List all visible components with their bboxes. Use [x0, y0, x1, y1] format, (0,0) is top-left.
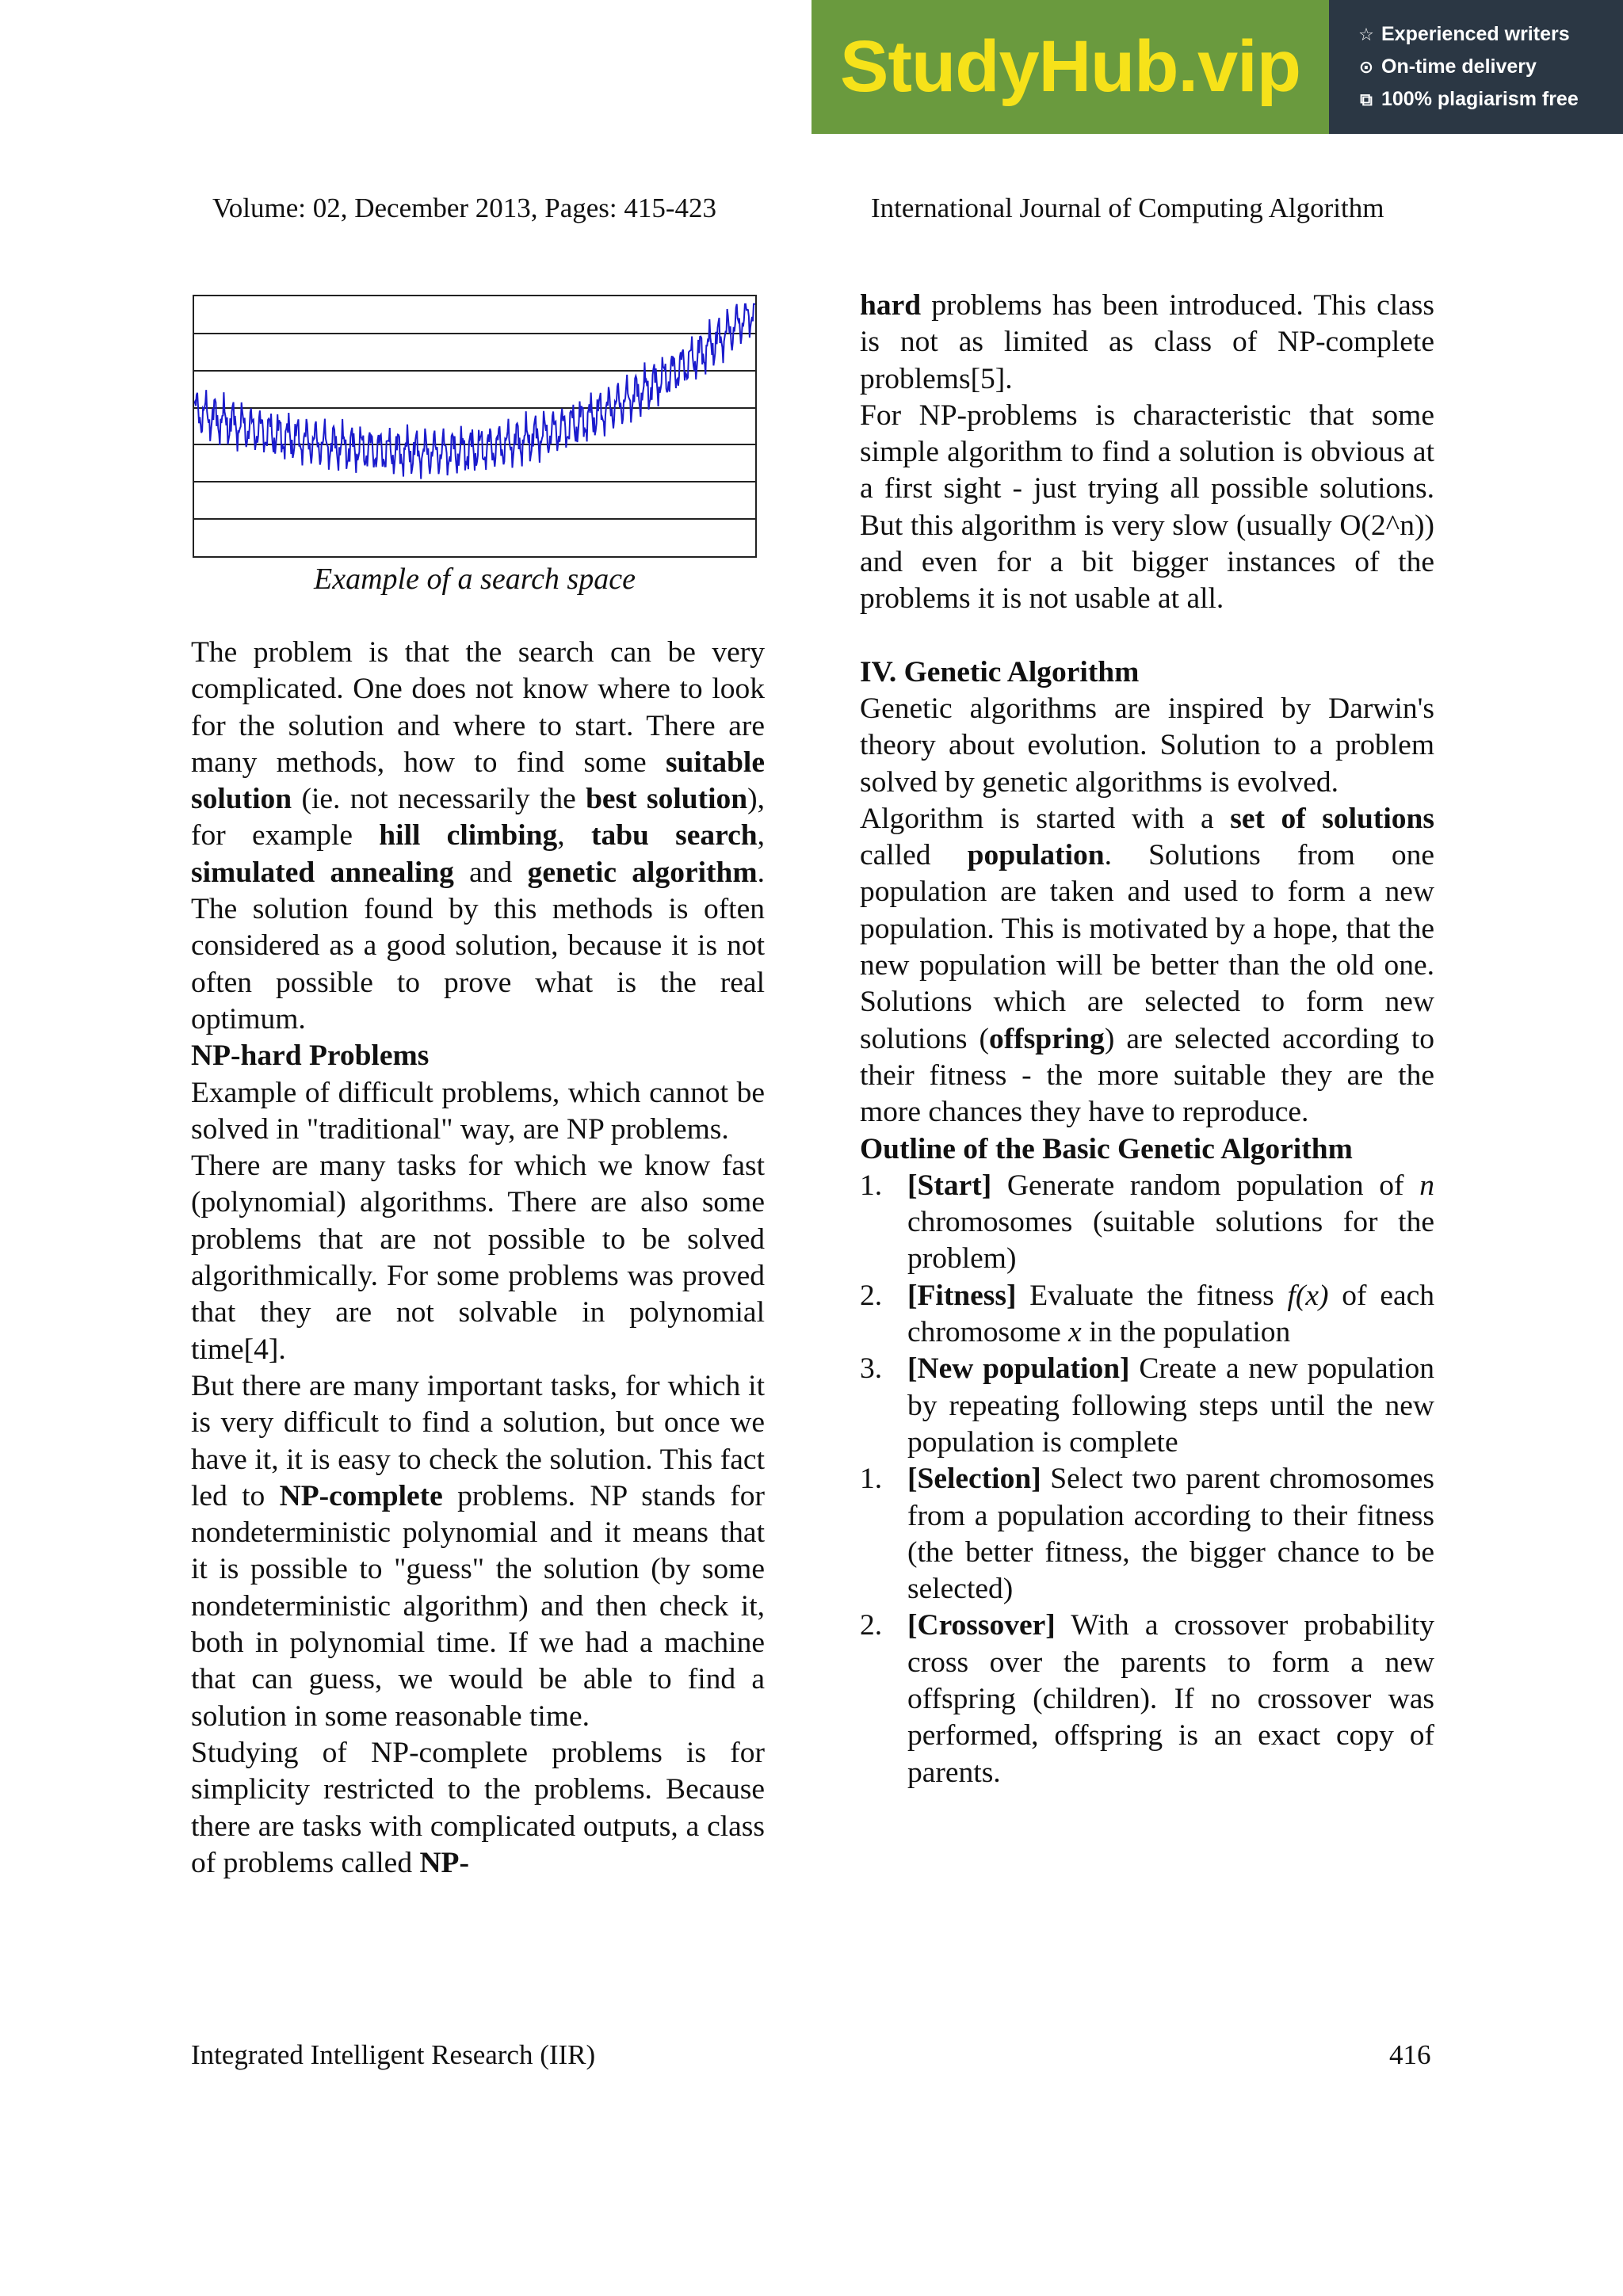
- left-column: [191, 635, 765, 1882]
- list-item: 1. [Start] Generate random population of n chromosomes (suitable solutions for the problem): [860, 1169, 1434, 1276]
- feature-delivery: [1358, 55, 1623, 78]
- paragraph: The problem is that the search can be very complicated. One does not know where to look for the solution and where to start. There are many methods, how to find some suitable solution (ie. not necessarily the best solution), for example hill climbing, tabu search, simulated annealing and genetic algorithm. The solution found by this methods is often considered as a good solution, because it is not often possible to prove what is the real optimum.: [191, 636, 766, 1035]
- spacer: [860, 618, 1434, 654]
- algorithm-steps: [860, 1168, 1434, 1791]
- paragraph: There are many tasks for which we know fast (polynomial) algorithms. There are also some problems that are not possible to be solved algorithmically. For some problems was proved that they are not solvable in polynomial time[4].: [191, 1150, 765, 1366]
- list-item: 3. [New population] Create a new population by repeating following steps until the new population is complete: [860, 1352, 1435, 1459]
- feature-text: Experienced writers: [1381, 23, 1570, 45]
- star-outline-icon: ☆: [1358, 24, 1374, 44]
- copy-check-icon: ⧉: [1360, 89, 1373, 109]
- studyhub-banner[interactable]: [812, 0, 1623, 134]
- paragraph: Example of difficult problems, which cannot be solved in "traditional" way, are NP problems.: [191, 1076, 765, 1146]
- running-header-right: International Journal of Computing Algorithm: [871, 193, 1384, 223]
- studyhub-logo[interactable]: [812, 0, 1329, 134]
- paragraph: hard problems has been introduced. This class is not as limited as class of NP-complete problems[5].: [860, 289, 1434, 395]
- page-number: 416: [1389, 2039, 1431, 2070]
- paragraph: Algorithm is started with a set of solutions called population. Solutions from one population are taken and used to form a new population. This is motivated by a hope, that the new population will be better than the old one. Solutions which are selected to form new solutions (offspring) are selected according to their fitness - the more suitable they are the more chances they have to reproduce.: [860, 802, 1435, 1129]
- section-heading: Outline of the Basic Genetic Algorithm: [860, 1132, 1353, 1165]
- paragraph: Studying of NP-complete problems is for simplicity restricted to the problems. Because there are tasks with complicated outputs, a class of problems called NP-: [191, 1736, 765, 1879]
- running-header-left: Volume: 02, December 2013, Pages: 415-423: [212, 193, 717, 223]
- list-item: 2. [Crossover] With a crossover probability cross over the parents to form a new offspring (children). If no crossover was performed, offspring is an exact copy of parents.: [860, 1609, 1434, 1789]
- figure-caption: Example of a search space: [314, 563, 636, 596]
- section-heading: IV. Genetic Algorithm: [860, 655, 1140, 688]
- list-item: 1. [Selection] Select two parent chromosomes from a population according to their fitness (the better fitness, the bigger chance to be selected): [860, 1463, 1434, 1606]
- search-space-figure: [193, 295, 757, 558]
- feature-text: On-time delivery: [1381, 55, 1537, 78]
- clock-icon: ⊙: [1358, 56, 1374, 77]
- feature-text: 100% plagiarism free: [1381, 88, 1579, 110]
- paragraph: Genetic algorithms are inspired by Darwin's theory about evolution. Solution to a problem solved by genetic algorithms is evolved.: [860, 692, 1434, 799]
- footer-left: Integrated Intelligent Research (IIR): [191, 2039, 596, 2070]
- list-item: 2. [Fitness] Evaluate the fitness f(x) of each chromosome x in the population: [860, 1279, 1434, 1349]
- feature-writers: [1358, 23, 1623, 46]
- feature-plagiarism: [1358, 88, 1623, 111]
- search-space-curve: [194, 304, 755, 479]
- right-column: [860, 288, 1434, 1791]
- search-space-plot: [194, 296, 755, 556]
- section-heading: NP-hard Problems: [191, 1039, 430, 1073]
- paragraph: But there are many important tasks, for which it is very difficult to find a solution, but once we have it, it is easy to check the solution. This fact led to NP-complete problems. NP stands for nondeterministic polynomial and it means that it is possible to "guess" the solution (by some nondeterministic algorithm) and then check it, both in polynomial time. If we had a machine that can guess, we would be able to find a solution in some reasonable time.: [191, 1369, 765, 1733]
- paragraph: For NP-problems is characteristic that some simple algorithm to find a solution is obvious at a first sight - just trying all possible solutions. But this algorithm is very slow (usually O(2^n)) and even for a bit bigger instances of the problems it is not usable at all.: [860, 399, 1434, 616]
- logo-text: StudyHub.vip: [840, 26, 1300, 107]
- banner-features: [1329, 0, 1623, 134]
